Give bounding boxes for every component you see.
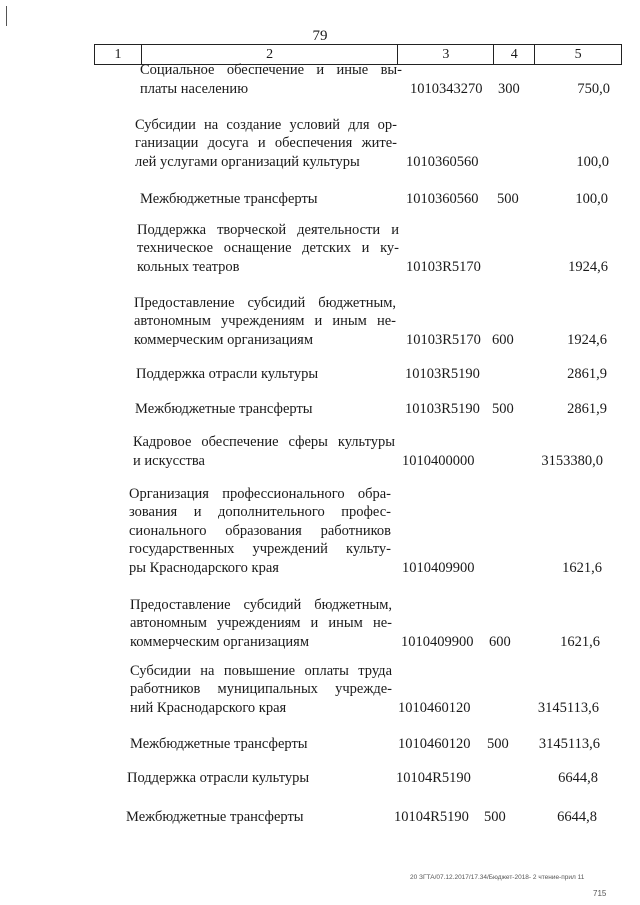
row-target-code: 10103R5170 — [406, 331, 481, 348]
table-row — [0, 294, 640, 350]
description-line: ганизации досуга и обеспечения жите- — [135, 135, 397, 151]
row-amount: 750,0 — [577, 80, 610, 97]
row-amount: 6644,8 — [558, 769, 598, 786]
description-line: Субсидии на повышение оплаты труда — [130, 662, 392, 679]
description-line: Субсидии на создание условий для ор- — [135, 116, 397, 133]
description-line: работников муниципальных учрежде- — [130, 681, 392, 697]
row-amount: 6644,8 — [557, 808, 597, 825]
description-line: автономным учреждениям и иным не- — [134, 313, 396, 329]
row-description — [136, 365, 398, 384]
footer-page-number: 715 — [593, 889, 607, 898]
description-line: автономным учреждениям и иным не- — [130, 615, 392, 631]
description-line: ры Краснодарского края — [129, 559, 279, 576]
row-target-code: 10104R5190 — [396, 769, 471, 786]
margin-mark — [6, 6, 7, 26]
row-expense-type: 500 — [487, 735, 509, 752]
row-description — [140, 61, 402, 98]
row-amount: 3153380,0 — [541, 452, 603, 469]
row-description — [135, 400, 397, 419]
description-line: и искусства — [133, 452, 205, 469]
row-target-code: 10103R5190 — [405, 400, 480, 417]
row-amount: 3145113,6 — [538, 735, 600, 752]
column-header-4: 4 — [494, 45, 535, 64]
description-line: Социальное обеспечение и иные вы- — [140, 62, 402, 78]
row-description — [130, 662, 392, 718]
row-description — [133, 433, 395, 470]
description-line: Межбюджетные трансферты — [126, 808, 304, 825]
row-amount: 1621,6 — [562, 559, 602, 576]
table-row — [0, 400, 640, 419]
description-line: Межбюджетные трансферты — [140, 190, 318, 207]
table-row — [0, 769, 640, 788]
row-target-code: 10104R5190 — [394, 808, 469, 825]
row-description — [137, 221, 399, 277]
description-line: Предоставление субсидий бюджетным, — [134, 294, 396, 311]
description-line: государственных учреждений культу- — [129, 541, 391, 557]
table-row — [0, 365, 640, 384]
row-expense-type: 500 — [492, 400, 514, 417]
row-description — [127, 769, 389, 788]
table-row — [0, 116, 640, 172]
row-expense-type: 600 — [489, 633, 511, 650]
description-line: Межбюджетные трансферты — [130, 735, 308, 752]
description-line: сионального образования работников — [129, 522, 391, 539]
row-expense-type: 600 — [492, 331, 514, 348]
description-line: зования и дополнительного профес- — [129, 504, 391, 520]
row-expense-type: 300 — [498, 80, 520, 97]
table-row — [0, 596, 640, 652]
row-target-code: 1010409900 — [402, 559, 475, 576]
row-amount: 100,0 — [575, 190, 608, 207]
row-description — [130, 596, 392, 652]
row-target-code: 1010460120 — [398, 699, 471, 716]
row-description — [130, 735, 392, 754]
row-amount: 1924,6 — [568, 258, 608, 275]
description-line: Поддержка творческой деятельности и — [137, 221, 399, 238]
description-line: техническое оснащение детских и ку- — [137, 240, 399, 256]
row-target-code: 1010460120 — [398, 735, 471, 752]
row-target-code: 1010360560 — [406, 153, 479, 170]
row-description — [134, 294, 396, 350]
description-line: кольных театров — [137, 258, 240, 275]
description-line: Поддержка отрасли культуры — [127, 769, 310, 786]
row-amount: 1621,6 — [560, 633, 600, 650]
row-amount: 2861,9 — [567, 400, 607, 417]
description-line: коммерческим организациям — [130, 633, 310, 650]
row-target-code: 1010343270 — [410, 80, 483, 97]
description-line: платы населению — [140, 80, 249, 97]
description-line: Организация профессионального обра- — [129, 485, 391, 502]
column-header-3: 3 — [398, 45, 494, 64]
table-row — [0, 221, 640, 277]
row-amount: 100,0 — [576, 153, 609, 170]
column-header-2: 2 — [142, 45, 399, 64]
row-expense-type: 500 — [484, 808, 506, 825]
table-row — [0, 190, 640, 209]
description-line: Межбюджетные трансферты — [135, 400, 313, 417]
table-row — [0, 662, 640, 718]
page-number: 79 — [312, 28, 328, 44]
table-row — [0, 735, 640, 754]
row-target-code: 1010360560 — [406, 190, 479, 207]
row-target-code: 10103R5190 — [405, 365, 480, 382]
description-line: Поддержка отрасли культуры — [136, 365, 319, 382]
row-amount: 1924,6 — [567, 331, 607, 348]
footer-stamp: 20 ЗГТА/07.12.2017/17.34/Бюджет-2018- 2 чтение-прил 11 — [410, 874, 585, 881]
row-description — [129, 485, 391, 578]
row-expense-type: 500 — [497, 190, 519, 207]
row-description — [126, 808, 388, 827]
table-row — [0, 433, 640, 470]
row-description — [140, 190, 402, 209]
column-header-5: 5 — [574, 47, 582, 62]
description-line: коммерческим организациям — [134, 331, 314, 348]
table-row — [0, 808, 640, 827]
table-row — [0, 61, 640, 98]
description-line: лей услугами организаций культуры — [135, 153, 360, 170]
row-target-code: 1010409900 — [401, 633, 474, 650]
row-target-code: 10103R5170 — [406, 258, 481, 275]
row-amount: 3145113,6 — [537, 699, 599, 716]
row-target-code: 1010400000 — [402, 452, 475, 469]
description-line: Кадровое обеспечение сферы культуры — [133, 434, 395, 450]
row-amount: 2861,9 — [567, 365, 607, 382]
description-line: ний Краснодарского края — [130, 699, 287, 716]
description-line: Предоставление субсидий бюджетным, — [130, 596, 392, 613]
column-header-1: 1 — [95, 45, 142, 64]
table-row — [0, 485, 640, 578]
row-description — [135, 116, 397, 172]
